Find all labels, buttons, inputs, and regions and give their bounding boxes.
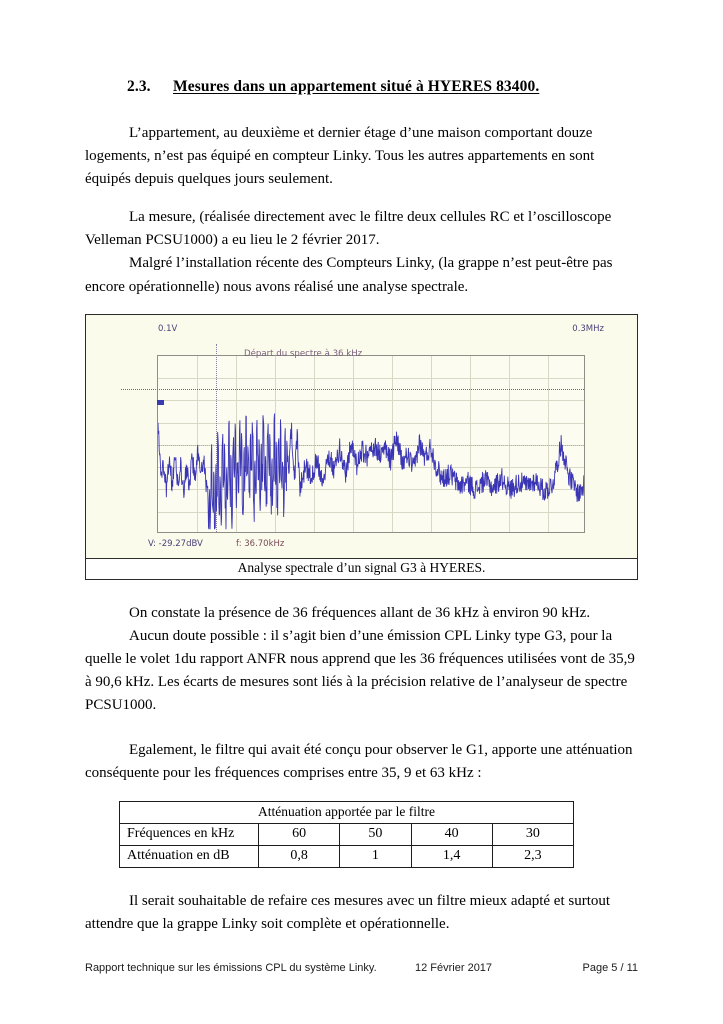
cell-attenuation-4: 2,3: [492, 845, 573, 867]
table-header-row: [120, 802, 574, 824]
cell-frequency-2: 50: [340, 823, 411, 845]
volts-per-div-label: 0.1V: [158, 323, 178, 334]
figure-caption: Analyse spectrale d’un signal G3 à HYERES.: [85, 559, 638, 580]
attenuation-table-wrapper: [119, 801, 638, 868]
cell-attenuation-3: 1,4: [411, 845, 492, 867]
paragraph-g3-confirmation: Aucun doute possible : il s’agit bien d’une émission CPL Linky type G3, pour la quelle le volet 1du rapport ANFR nous apprend que les 36 fréquences utilisées vont de 35,9 à 90,6 kHz. Les écarts de mesures sont liés à la précision relative de l’analyseur de spectre PCSU1000.: [85, 627, 635, 713]
cursor-voltage-readout: V: -29.27dBV: [148, 538, 203, 549]
cell-frequency-1: 60: [259, 823, 340, 845]
spectrum-start-annotation: Départ du spectre à 36 kHz: [244, 348, 363, 359]
row-label-attenuation: Atténuation en dB: [120, 845, 259, 867]
figure-spectrum: [85, 314, 638, 580]
row-label-frequencies: Fréquences en kHz: [120, 823, 259, 845]
table-row: [120, 845, 574, 867]
cell-attenuation-2: 1: [340, 845, 411, 867]
plot-area: [157, 348, 585, 533]
attenuation-table: [119, 801, 574, 868]
spectrum-trace: [158, 356, 584, 533]
section-number: 2.3.: [127, 78, 151, 95]
cell-frequency-3: 40: [411, 823, 492, 845]
section-title: Mesures dans un appartement situé à HYERES 83400.: [173, 78, 540, 95]
page-content: [85, 78, 638, 951]
paragraph-apartment: L’appartement, au deuxième et dernier étage d’une maison comportant douze logements, n’est pas équipé en compteur Linky. Tous les autres appartements en sont équipés depuis quelques jours seulement.: [85, 125, 595, 188]
page-title: [85, 78, 638, 96]
footer-date: 12 Février 2017: [415, 962, 493, 974]
paragraph-spectral-analysis: Malgré l’installation récente des Compteurs Linky, (la grappe n’est peut-être pas encore opérationnelle) nous avons réalisé une analyse spectrale.: [85, 255, 613, 295]
footer-document-title: Rapport technique sur les émissions CPL du système Linky.: [85, 962, 377, 974]
frequency-span-label: 0.3MHz: [572, 323, 604, 334]
table-header-cell: Atténuation apportée par le filtre: [120, 802, 574, 824]
oscilloscope-screenshot: [85, 314, 638, 559]
footer-page-number: Page 5 / 11: [582, 962, 638, 974]
paragraph-frequency-count: On constate la présence de 36 fréquences allant de 36 kHz à environ 90 kHz.: [129, 604, 591, 621]
paragraph-filter-attenuation: Egalement, le filtre qui avait été conçu pour observer le G1, apporte une atténuation conséquente pour les fréquences comprises entre 35, 9 et 63 kHz :: [85, 742, 633, 782]
paragraph-measure: La mesure, (réalisée directement avec le filtre deux cellules RC et l’oscilloscope Velleman PCSU1000) a eu lieu le 2 février 2017.: [85, 209, 612, 249]
cell-frequency-4: 30: [492, 823, 573, 845]
cursor-frequency-readout: f: 36.70kHz: [236, 538, 285, 549]
paragraph-conclusion: Il serait souhaitable de refaire ces mesures avec un filtre mieux adapté et surtout attendre que la grappe Linky soit complète et opérationnelle.: [85, 893, 611, 933]
cell-attenuation-1: 0,8: [259, 845, 340, 867]
table-row: [120, 823, 574, 845]
